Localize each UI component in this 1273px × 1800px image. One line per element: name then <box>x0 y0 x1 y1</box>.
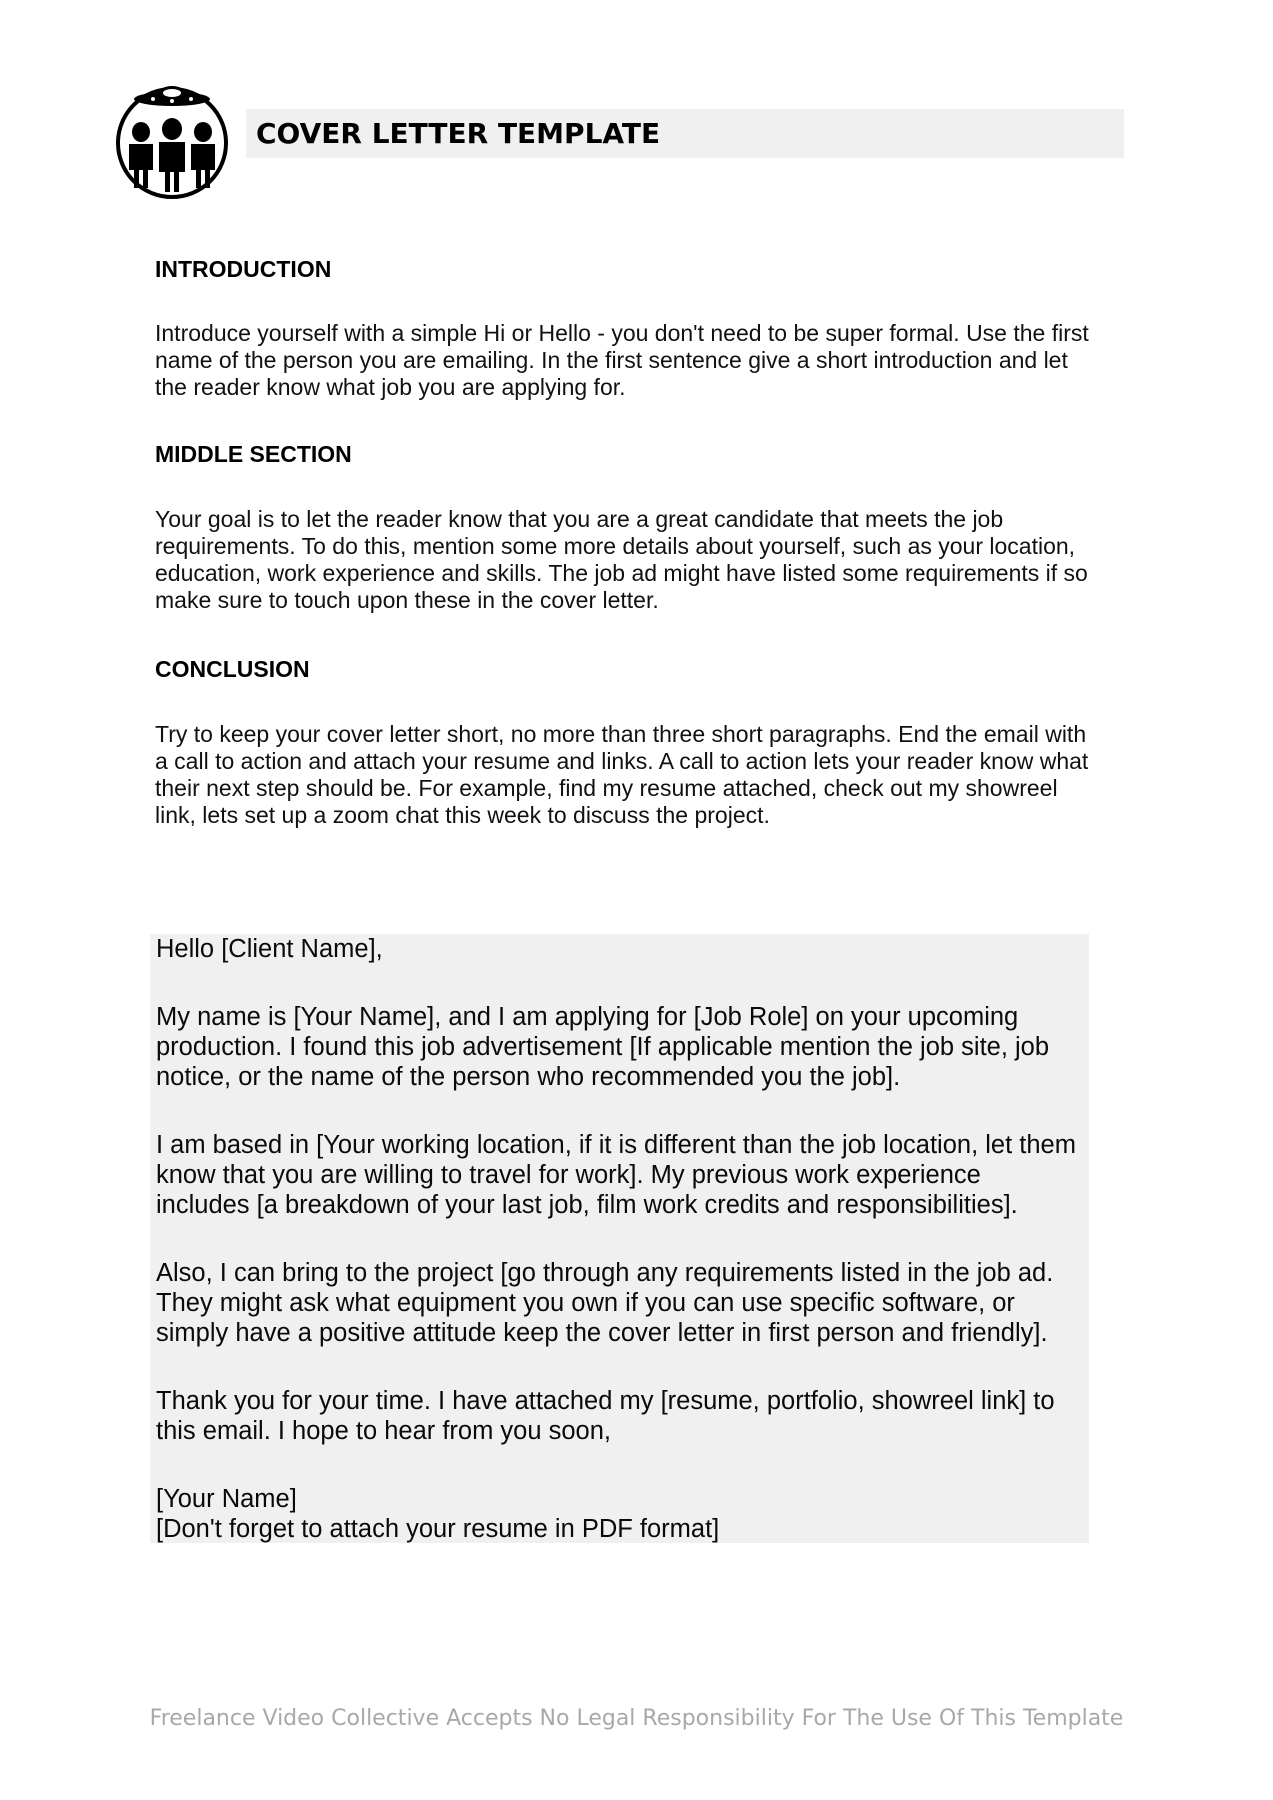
page-title: COVER LETTER TEMPLATE <box>246 109 1124 158</box>
conclusion-paragraph: Try to keep your cover letter short, no more than three short paragraphs. End the email with a call to action and attach your resume and links. A call to action lets your reader know what their next step should be. For example, find my resume attached, check out my showreel link, lets set up a zoom chat this week to discuss the project. <box>155 721 1089 828</box>
signature-name: [Your Name] <box>156 1485 297 1513</box>
signature-note: [Don't forget to attach your resume in PDF format] <box>156 1515 720 1543</box>
letter-paragraph: My name is [Your Name], and I am applying for [Job Role] on your upcoming production. I found this job advertisement [If applicable mention the job site, job notice, or the name of the person who recommended you the job]. <box>156 1003 1050 1091</box>
letter-greeting: Hello [Client Name], <box>156 935 383 963</box>
letter-paragraph: Thank you for your time. I have attached my [resume, portfolio, showreel link] to this email. I hope to hear from you soon, <box>156 1387 1055 1445</box>
conclusion-heading: CONCLUSION <box>155 656 310 682</box>
letter-paragraph: Also, I can bring to the project [go through any requirements listed in the job ad. They might ask what equipment you own if you can use specific software, or simply have a positive attitude keep the cover letter in first person and friendly]. <box>156 1259 1054 1347</box>
introduction-paragraph: Introduce yourself with a simple Hi or Hello - you don't need to be super formal. Use the first name of the person you are emailing. In the first sentence give a short introduction and let the reader know what job you are applying for. <box>155 320 1089 400</box>
ufo-people-logo-icon <box>113 84 231 202</box>
letter-template-box <box>150 934 1089 1543</box>
footer-disclaimer: Freelance Video Collective Accepts No Legal Responsibility For The Use Of This Template <box>149 1706 1124 1731</box>
introduction-heading: INTRODUCTION <box>155 256 332 282</box>
letter-signature <box>156 1484 1081 1544</box>
letter-paragraph: I am based in [Your working location, if it is different than the job location, let them know that you are willing to travel for work]. My previous work experience includes [a breakdown of your last job, film work credits and responsibilities]. <box>156 1131 1076 1219</box>
middle-section-heading: MIDDLE SECTION <box>155 441 352 467</box>
middle-section-paragraph: Your goal is to let the reader know that you are a great candidate that meets the job requirements. To do this, mention some more details about yourself, such as your location, education, work experience and skills. The job ad might have listed some requirements if so make sure to touch upon these in the cover letter. <box>155 506 1088 613</box>
